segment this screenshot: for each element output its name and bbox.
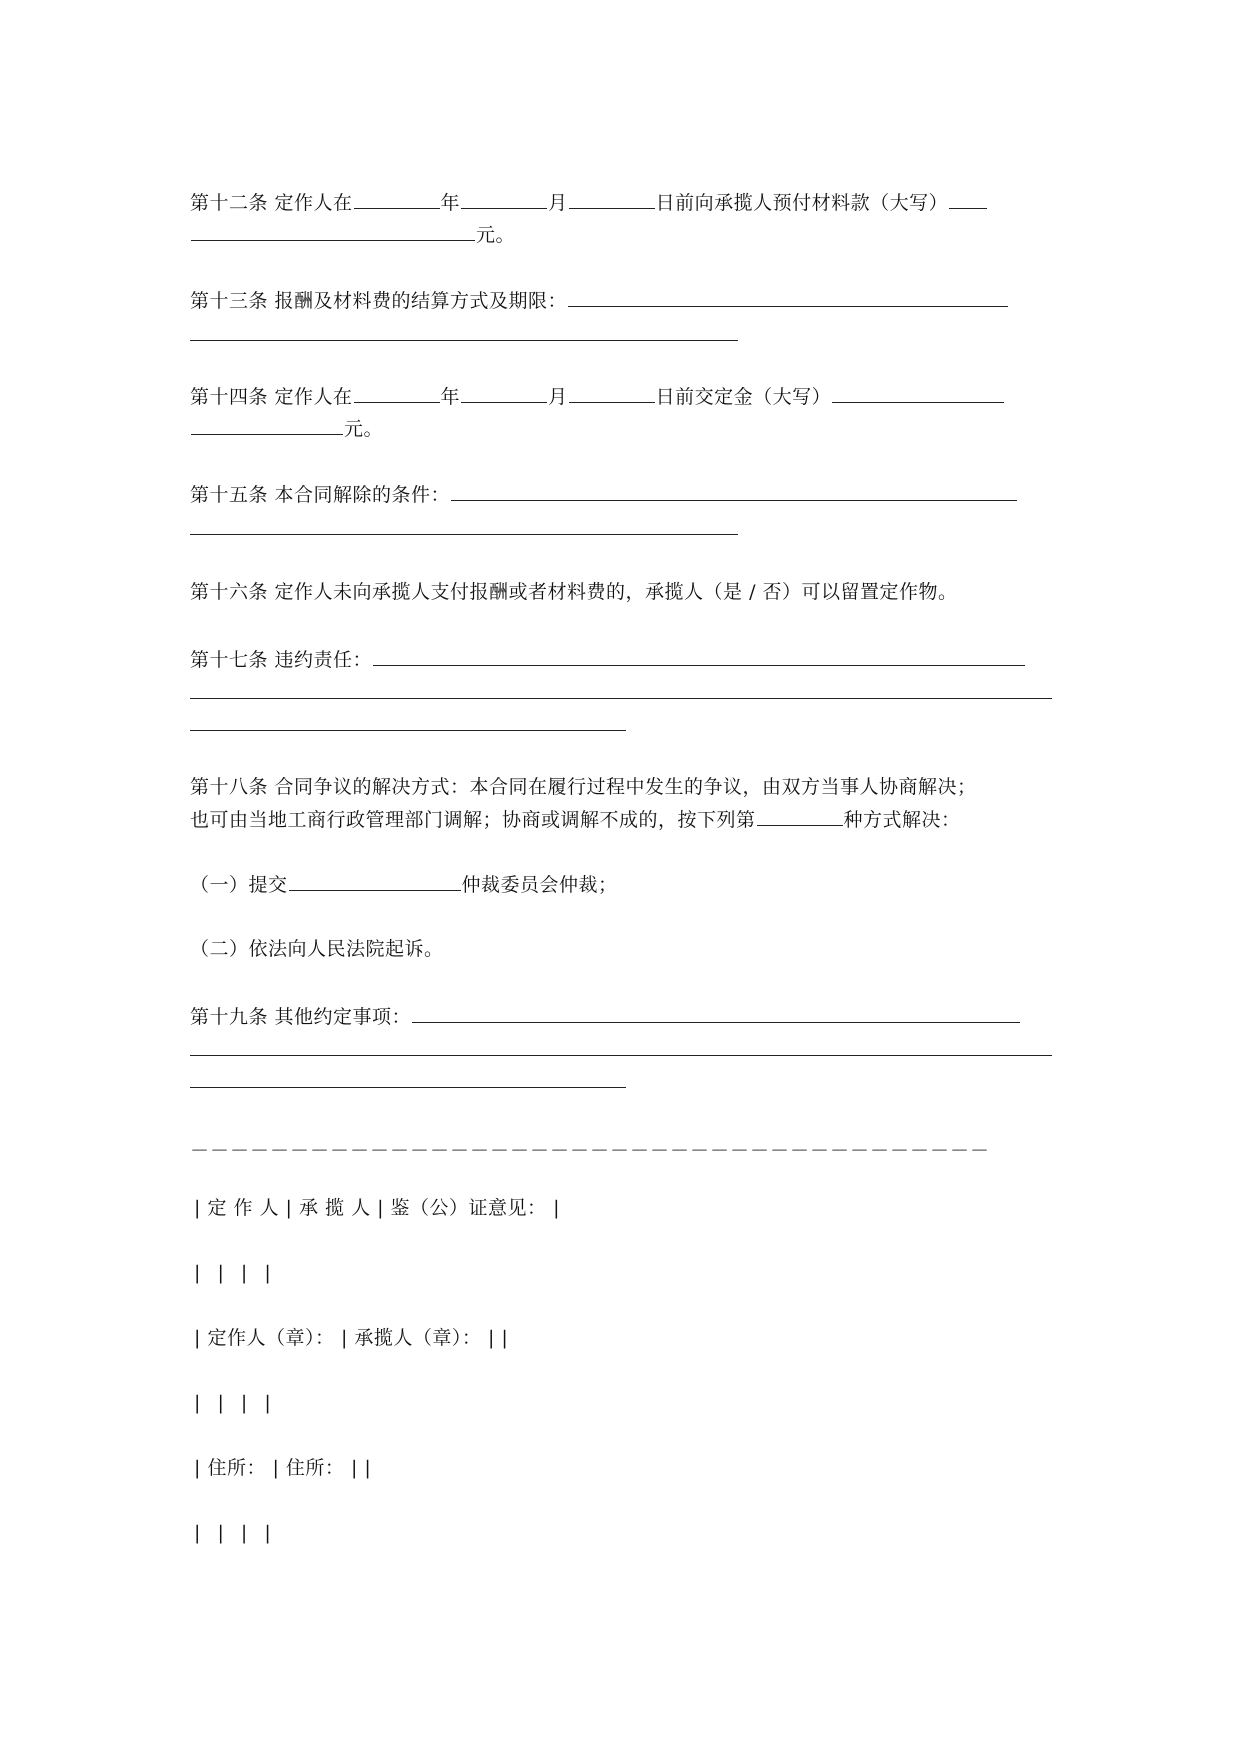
- article-12-text-a: 第十二条 定作人在: [190, 192, 353, 214]
- article-19-line-1: [190, 1004, 1021, 1029]
- article-16-line: [190, 580, 958, 604]
- article-12-text-c: 月: [548, 192, 568, 214]
- option-1-text-b: 仲裁委员会仲裁；: [461, 874, 618, 896]
- blank-settlement: [568, 288, 1008, 307]
- article-15-text: 第十五条 本合同解除的条件：: [190, 484, 451, 506]
- blank-arbitration-committee: [289, 872, 461, 891]
- blank-deposit: [832, 384, 1004, 403]
- blank-amount: [949, 190, 987, 209]
- article-19-rule-2: [190, 1087, 626, 1088]
- article-15-rule: [190, 534, 738, 535]
- article-14-line-2: [190, 416, 383, 441]
- article-18-line-1: [190, 775, 977, 799]
- article-14-text-e: 元。: [344, 418, 384, 440]
- article-13-rule: [190, 340, 738, 341]
- article-12-line-1: [190, 190, 988, 215]
- option-1-text-a: （一）提交: [190, 874, 288, 896]
- article-19-rule-1: [190, 1055, 1052, 1056]
- blank-method-number: [757, 807, 843, 826]
- article-14-text-d: 日前交定金（大写）: [655, 386, 832, 408]
- blank-month: [461, 384, 547, 403]
- table-empty-row-3: | | | |: [194, 1522, 272, 1544]
- blank-other-matters: [412, 1004, 1020, 1023]
- article-14-text-a: 第十四条 定作人在: [190, 386, 353, 408]
- blank-year: [354, 384, 440, 403]
- article-15-line-1: [190, 482, 1018, 507]
- article-17-rule-1: [190, 698, 1052, 699]
- article-16-text: 第十六条 定作人未向承揽人支付报酬或者材料费的，承揽人（是 / 否）可以留置定作物。: [190, 581, 958, 603]
- article-18-text-1: 第十八条 合同争议的解决方式：本合同在履行过程中发生的争议，由双方当事人协商解决；: [190, 776, 977, 798]
- blank-liability: [373, 647, 1025, 666]
- article-18-option-2: [190, 937, 444, 961]
- blank-termination: [451, 482, 1017, 501]
- article-18-text-2a: 也可由当地工商行政管理部门调解；协商或调解不成的，按下列第: [190, 809, 756, 831]
- article-13-line-1: [190, 288, 1009, 313]
- table-empty-row-2: | | | |: [194, 1392, 272, 1414]
- article-12-text-e: 元。: [476, 224, 516, 246]
- article-18-line-2: [190, 807, 961, 832]
- article-17-rule-2: [190, 730, 626, 731]
- blank-month: [461, 190, 547, 209]
- article-17-text: 第十七条 违约责任：: [190, 649, 373, 671]
- option-2-text: （二）依法向人民法院起诉。: [190, 938, 444, 960]
- article-14-text-b: 年: [440, 386, 461, 408]
- article-12-text-b: 年: [440, 192, 461, 214]
- table-address-row: | 住所： | 住所： | |: [194, 1457, 372, 1479]
- article-14-line-1: [190, 384, 1005, 409]
- blank-day: [569, 384, 655, 403]
- article-12-text-d: 日前向承揽人预付材料款（大写）: [655, 192, 949, 214]
- article-18-text-2b: 种方式解决：: [843, 809, 961, 831]
- blank-amount-cont: [191, 222, 475, 241]
- table-empty-row-1: | | | |: [194, 1262, 272, 1284]
- article-17-line-1: [190, 647, 1026, 672]
- blank-day: [569, 190, 655, 209]
- blank-deposit-cont: [191, 416, 343, 435]
- article-14-text-c: 月: [548, 386, 568, 408]
- article-12-line-2: [190, 222, 515, 247]
- article-13-text: 第十三条 报酬及材料费的结算方式及期限：: [190, 290, 568, 312]
- dashed-separator: －－－－－－－－－－－－－－－－－－－－－－－－－－－－－－－－－－－－－－－－: [190, 1140, 991, 1162]
- article-19-text: 第十九条 其他约定事项：: [190, 1006, 412, 1028]
- table-header-row: | 定 作 人 | 承 揽 人 | 鉴（公）证意见： |: [194, 1197, 561, 1219]
- table-seal-row: | 定作人（章）： | 承揽人（章）： | |: [194, 1327, 509, 1349]
- article-18-option-1: [190, 872, 618, 897]
- blank-year: [354, 190, 440, 209]
